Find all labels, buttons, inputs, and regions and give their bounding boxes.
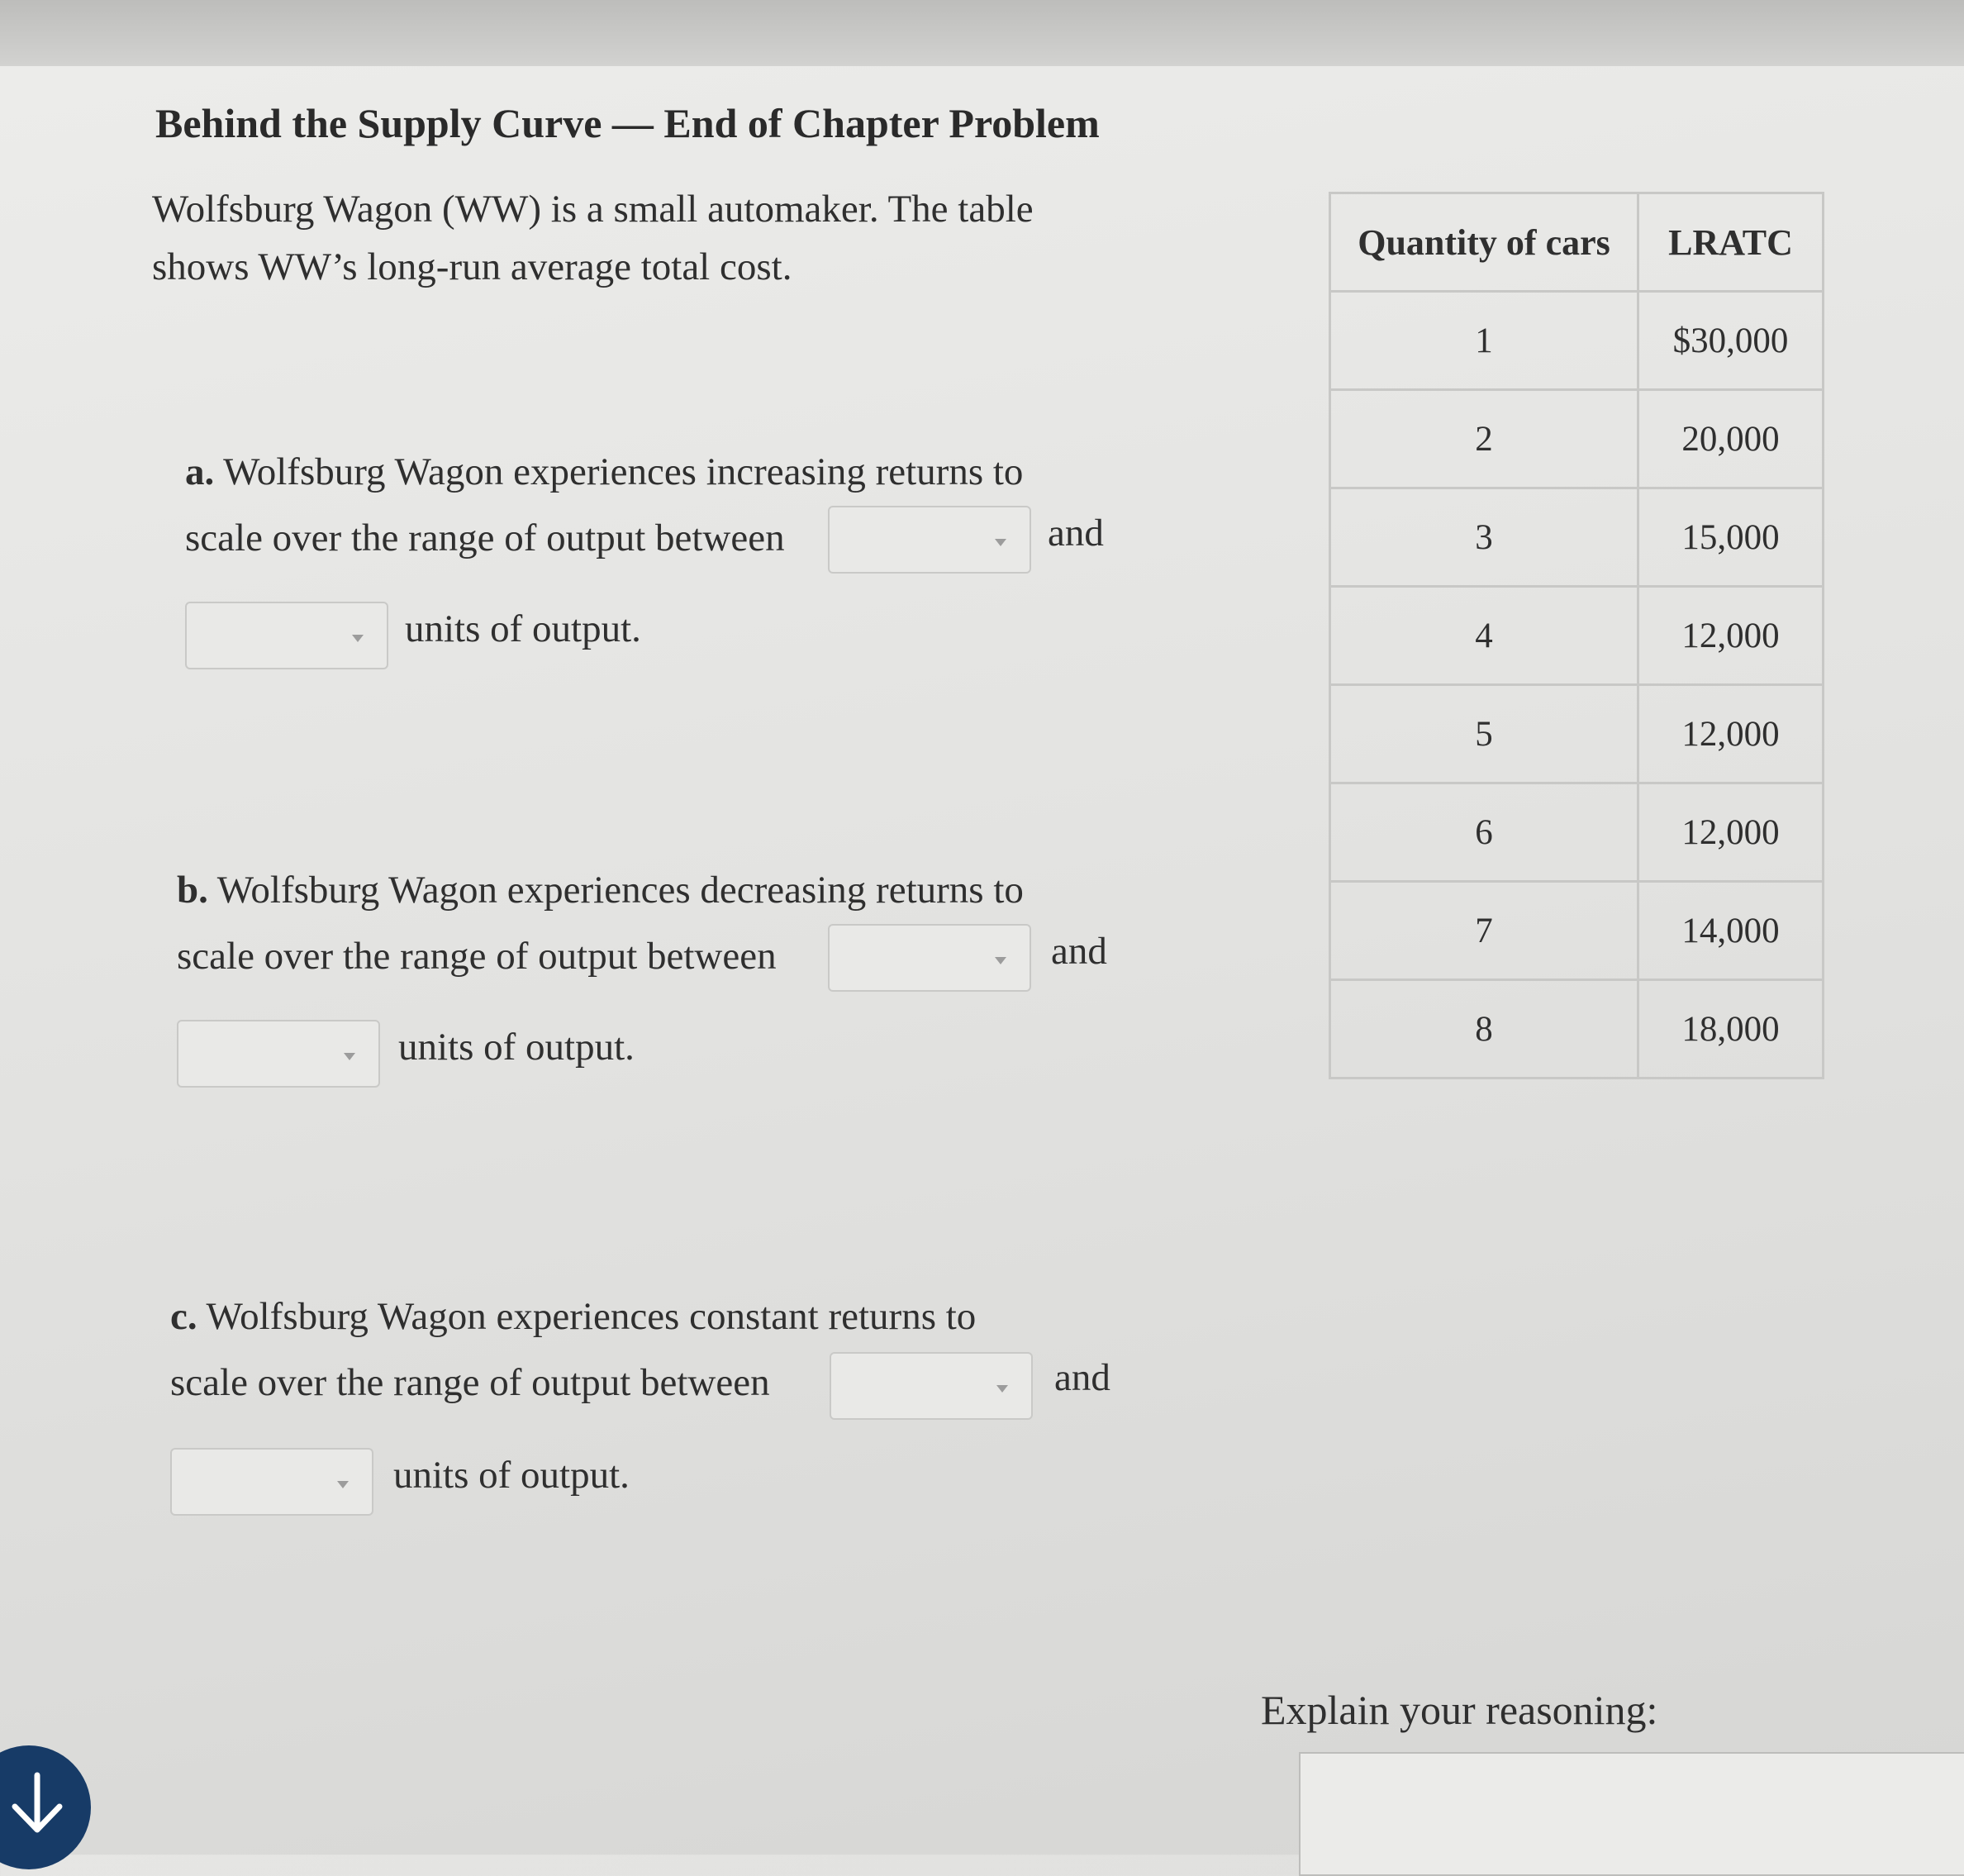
chevron-down-icon [337, 1481, 349, 1488]
table-header-row [1330, 193, 1824, 292]
question-b-text: Wolfsburg Wagon experiences decreasing returns to [216, 869, 1024, 912]
question-b-label: b. [177, 869, 208, 912]
page-title: Behind the Supply Curve — End of Chapter Problem [155, 100, 1100, 146]
question-a-suffix: units of output. [405, 607, 641, 650]
quantity-cell: 1 [1330, 292, 1638, 390]
chevron-down-icon [995, 957, 1006, 964]
table-row [1330, 882, 1824, 980]
chevron-down-icon [996, 1385, 1008, 1393]
lratc-cell: 12,000 [1638, 587, 1824, 685]
header-lratc: LRATC [1638, 193, 1824, 292]
explain-label: Explain your reasoning: [1261, 1687, 1658, 1733]
question-a-text: Wolfsburg Wagon experiences increasing returns to [223, 450, 1024, 493]
question-a-line1 [185, 450, 1023, 494]
question-c-line1 [170, 1294, 976, 1339]
question-b-line2: scale over the range of output between [177, 935, 777, 978]
chevron-down-icon [995, 539, 1006, 546]
table-row [1330, 685, 1824, 783]
question-a-label: a. [185, 450, 215, 493]
problem-intro: Wolfsburg Wagon (WW) is a small automaker. The table shows WW’s long-run average total cost. [152, 188, 1034, 288]
question-a-line2: scale over the range of output between [185, 517, 785, 559]
lratc-cell: 12,000 [1638, 685, 1824, 783]
header-quantity: Quantity of cars [1330, 193, 1638, 292]
question-a-and: and [1048, 512, 1104, 555]
question-b-line1 [177, 868, 1024, 912]
chevron-down-icon [352, 635, 364, 642]
question-b-and: and [1051, 930, 1107, 973]
table-row [1330, 390, 1824, 488]
quantity-cell: 5 [1330, 685, 1638, 783]
question-b-suffix: units of output. [398, 1026, 635, 1069]
table-row [1330, 292, 1824, 390]
quantity-cell: 3 [1330, 488, 1638, 587]
question-a-start-dropdown[interactable] [828, 506, 1031, 574]
question-a-end-dropdown[interactable] [185, 602, 388, 669]
question-c-text: Wolfsburg Wagon experiences constant returns to [206, 1295, 977, 1338]
chevron-down-icon [344, 1053, 355, 1060]
lratc-cell: 18,000 [1638, 980, 1824, 1078]
lratc-cell: 15,000 [1638, 488, 1824, 587]
quantity-cell: 7 [1330, 882, 1638, 980]
top-strip [0, 0, 1964, 66]
question-c-suffix: units of output. [393, 1454, 630, 1497]
arrow-down-icon [8, 1770, 66, 1836]
lratc-table [1329, 192, 1824, 1079]
table-row [1330, 783, 1824, 882]
table-row [1330, 488, 1824, 587]
question-c-start-dropdown[interactable] [830, 1352, 1033, 1420]
quantity-cell: 6 [1330, 783, 1638, 882]
lratc-cell: 20,000 [1638, 390, 1824, 488]
question-c-line2: scale over the range of output between [170, 1361, 770, 1404]
table-row [1330, 587, 1824, 685]
explain-textarea[interactable] [1299, 1752, 1964, 1876]
quantity-cell: 2 [1330, 390, 1638, 488]
table-row [1330, 980, 1824, 1078]
quantity-cell: 8 [1330, 980, 1638, 1078]
question-c-label: c. [170, 1295, 197, 1338]
lratc-cell: 12,000 [1638, 783, 1824, 882]
question-c-and: and [1054, 1356, 1110, 1399]
quantity-cell: 4 [1330, 587, 1638, 685]
question-c-end-dropdown[interactable] [170, 1448, 373, 1516]
lratc-cell: 14,000 [1638, 882, 1824, 980]
question-b-start-dropdown[interactable] [828, 924, 1031, 992]
question-b-end-dropdown[interactable] [177, 1020, 380, 1088]
lratc-cell: $30,000 [1638, 292, 1824, 390]
